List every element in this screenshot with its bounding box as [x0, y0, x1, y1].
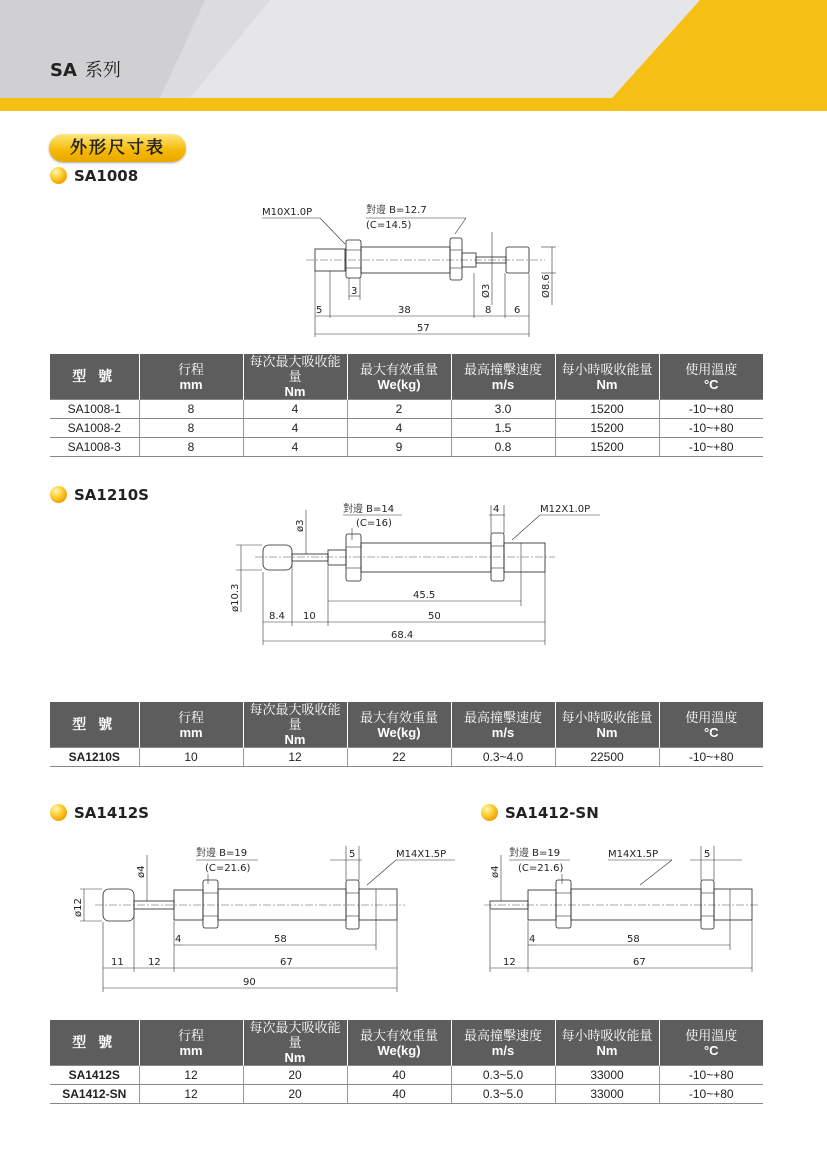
col-max-energy: 每次最大吸收能量 Nm [243, 1020, 347, 1066]
col-max-speed: 最高撞擊速度 m/s [451, 702, 555, 748]
label-cap-dia: ø12 [73, 898, 84, 917]
label-thread: M14X1.5P [608, 849, 659, 860]
label-d3: 58 [274, 934, 287, 945]
label-across: 對邊 B=19 [196, 848, 248, 859]
label-rod-dia: ø4 [136, 865, 147, 878]
label-thread: M14X1.5P [396, 849, 447, 860]
table-row: SA1412S 12 20 40 0.3~5.0 33000 -10~+80 [50, 1066, 763, 1085]
col-max-energy: 每次最大吸收能量 Nm [243, 702, 347, 748]
label-d4: 67 [633, 957, 646, 968]
label-nut-width: 5 [704, 849, 711, 860]
label-d2: 38 [398, 305, 411, 316]
table-row: SA1412-SN 12 20 40 0.3~5.0 33000 -10~+80 [50, 1085, 763, 1104]
label-d4: 67 [280, 957, 293, 968]
label-rod-dia: ø3 [295, 519, 306, 532]
label-total: 68.4 [391, 630, 414, 641]
label-corner: (C=16) [356, 518, 392, 529]
section-heading-sa1008: SA1008 [50, 167, 138, 185]
label-d3: 45.5 [413, 590, 436, 601]
label-d2: 10 [303, 611, 316, 622]
col-temperature: 使用溫度 °C [659, 702, 763, 748]
label-d1: 8.4 [269, 611, 285, 622]
label-rod-dia: Ø3 [481, 283, 492, 298]
label-nut-width: 4 [493, 504, 500, 515]
table-row: SA1008-2 8 4 4 1.5 15200 -10~+80 [50, 419, 763, 438]
label-d4: 6 [514, 305, 521, 316]
label-total: 57 [417, 323, 430, 334]
col-hourly-energy: 每小時吸收能量 Nm [555, 1020, 659, 1066]
label-corner: (C=21.6) [205, 863, 251, 874]
table-header-row [50, 1020, 763, 1066]
table-row: SA1008-3 8 4 9 0.8 15200 -10~+80 [50, 438, 763, 457]
label-across: 對邊 B=19 [509, 848, 561, 859]
col-model: 型 號 [50, 354, 139, 400]
col-model: 型 號 [50, 1020, 139, 1066]
col-max-weight: 最大有效重量 We(kg) [347, 1020, 451, 1066]
label-thread: M10X1.0P [262, 207, 313, 218]
label-d0: 4 [529, 934, 536, 945]
col-model: 型 號 [50, 702, 139, 748]
label-corner: (C=14.5) [366, 220, 412, 231]
table-row: SA1008-1 8 4 2 3.0 15200 -10~+80 [50, 400, 763, 419]
col-max-energy: 每次最大吸收能量 Nm [243, 354, 347, 400]
col-hourly-energy: 每小時吸收能量 Nm [555, 702, 659, 748]
col-stroke: 行程 mm [139, 702, 243, 748]
label-d3: 8 [485, 305, 492, 316]
label-nut-width: 5 [349, 849, 356, 860]
col-hourly-energy: 每小時吸收能量 Nm [555, 354, 659, 400]
label-across: 對邊 B=14 [343, 504, 395, 515]
col-max-weight: 最大有效重量 We(kg) [347, 354, 451, 400]
label-d2: 12 [503, 957, 516, 968]
section-heading-sa1412s: SA1412S [50, 804, 149, 822]
spec-table-sa1412 [50, 1020, 763, 1104]
col-stroke: 行程 mm [139, 354, 243, 400]
col-max-weight: 最大有效重量 We(kg) [347, 702, 451, 748]
label-d1: 5 [316, 305, 323, 316]
table-row: SA1210S 10 12 22 0.3~4.0 22500 -10~+80 [50, 748, 763, 767]
label-cap-dia: ø10.3 [230, 583, 241, 612]
label-d4: 50 [428, 611, 441, 622]
label-d0: 4 [175, 934, 182, 945]
label-rod-dia: ø4 [490, 865, 501, 878]
col-stroke: 行程 mm [139, 1020, 243, 1066]
label-body-dia: Ø8.6 [541, 274, 552, 298]
section-heading-sa1210s: SA1210S [50, 486, 149, 504]
section-heading-sa1412sn: SA1412-SN [481, 804, 599, 822]
col-temperature: 使用溫度 °C [659, 354, 763, 400]
label-across: 對邊 B=12.7 [366, 205, 427, 216]
col-max-speed: 最高撞擊速度 m/s [451, 354, 555, 400]
label-d3: 58 [627, 934, 640, 945]
section-pill: 外形尺寸表 [49, 134, 186, 162]
label-total: 90 [243, 977, 256, 988]
label-d2: 12 [148, 957, 161, 968]
label-corner: (C=21.6) [518, 863, 564, 874]
label-thread: M12X1.0P [540, 504, 591, 515]
series-title: SA 系列 [50, 60, 121, 81]
col-temperature: 使用溫度 °C [659, 1020, 763, 1066]
col-max-speed: 最高撞擊速度 m/s [451, 1020, 555, 1066]
label-d1: 11 [111, 957, 124, 968]
label-nut-width: 3 [351, 286, 358, 297]
